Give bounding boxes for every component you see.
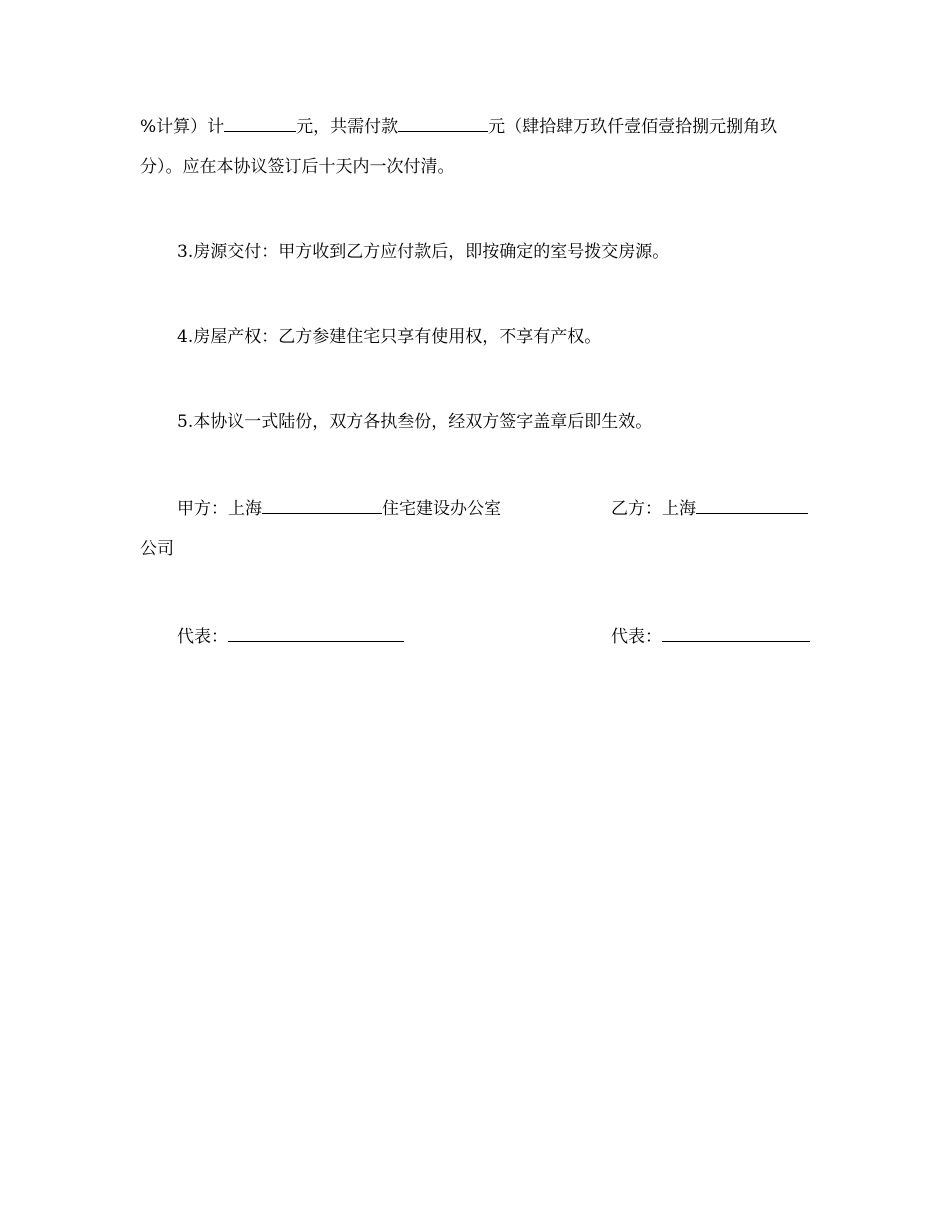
payment-text-prefix: %计算）计 [140, 117, 225, 137]
representative-b [611, 624, 810, 648]
representative-a [177, 624, 404, 648]
clause-4-property-rights: 4.房屋产权：乙方参建住宅只享有使用权，不享有产权。 [177, 327, 602, 347]
clause-5-copies: 5.本协议一式陆份，双方各执叁份，经双方签字盖章后即生效。 [177, 412, 653, 432]
blank-total-payment [398, 114, 488, 132]
party-b-company-wrap: 公司 [140, 539, 174, 559]
party-a-prefix: 甲方：上海 [177, 499, 262, 519]
blank-rep-a [228, 624, 404, 642]
party-b-signature [611, 496, 808, 520]
payment-text-middle: 元，共需付款 [296, 117, 399, 137]
rep-b-label: 代表： [611, 627, 662, 647]
party-a-signature [177, 496, 501, 520]
blank-interest-amount [224, 114, 296, 132]
party-b-prefix: 乙方：上海 [611, 499, 696, 519]
blank-party-b-name [696, 496, 808, 514]
blank-rep-b [662, 624, 810, 642]
rep-a-label: 代表： [177, 627, 228, 647]
party-a-suffix: 住宅建设办公室 [382, 499, 501, 519]
clause-3-delivery: 3.房源交付：甲方收到乙方应付款后，即按确定的室号拨交房源。 [177, 242, 670, 262]
payment-paragraph-line-2: 分）。应在本协议签订后十天内一次付清。 [140, 157, 455, 177]
payment-paragraph-line-1 [140, 114, 777, 138]
payment-text-amount-words: 元（肆拾肆万玖仟壹佰壹拾捌元捌角玖 [488, 117, 778, 137]
blank-party-a-name [262, 496, 382, 514]
